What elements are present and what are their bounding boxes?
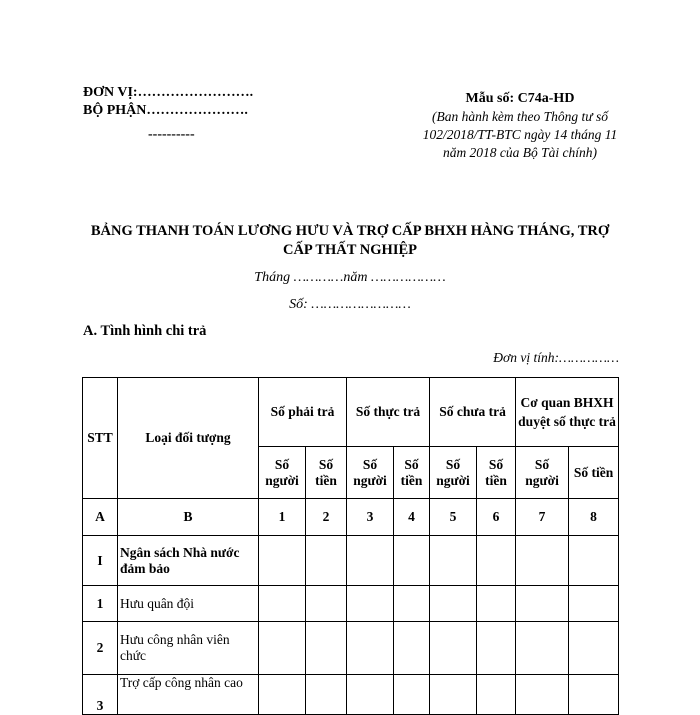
table-cell [306,586,347,622]
table-cell [259,675,306,715]
payment-table [82,377,619,715]
table-cell [569,675,619,715]
table-row [83,622,619,675]
form-code: Mẫu số: C74a-HD [465,91,575,106]
table-cell [430,622,477,675]
header-group-paid: Số thực trả [347,378,430,447]
header-group-unpaid: Số chưa trả [430,378,516,447]
code-cell: 5 [430,499,477,536]
table-row [83,586,619,622]
table-row [83,536,619,586]
month-line: Tháng …………năm ……………… [254,270,446,285]
table-cell [477,675,516,715]
row-label: Trợ cấp công nhân cao [118,675,259,715]
row-stt: I [83,536,118,586]
table-cell [477,586,516,622]
code-cell: A [83,499,118,536]
table-cell [306,622,347,675]
row-label: Hưu công nhân viên chức [118,622,259,675]
table-cell [259,586,306,622]
unit-label: ĐƠN VỊ:……………………. [83,85,254,100]
table-row [83,675,619,715]
code-cell: 7 [516,499,569,536]
code-cell: 3 [347,499,394,536]
table-cell [516,622,569,675]
code-cell: 4 [394,499,430,536]
row-stt: 1 [83,586,118,622]
row-stt: 3 [83,675,118,715]
sub-money: Số tiền [394,447,430,499]
sub-money: Số tiền [569,447,619,499]
table-header-row [83,378,619,447]
table-cell [516,675,569,715]
table-cell [477,536,516,586]
table-cell [259,622,306,675]
column-code-row [83,499,619,536]
table-cell [430,536,477,586]
sub-people: Số người [430,447,477,499]
sub-money: Số tiền [306,447,347,499]
section-heading: A. Tình hình chi trả [83,323,207,339]
table-cell [394,675,430,715]
sub-people: Số người [516,447,569,499]
form-info [422,90,618,162]
table-cell [430,586,477,622]
header-group-approved: Cơ quan BHXH duyệt số thực trả [516,378,619,447]
table-cell [394,586,430,622]
table-cell [347,675,394,715]
table-cell [394,622,430,675]
header-group-payable: Số phải trả [259,378,347,447]
table-cell [306,675,347,715]
header-type: Loại đối tượng [118,378,259,499]
document-title: BẢNG THANH TOÁN LƯƠNG HƯU VÀ TRỢ CẤP BHXH HÀNG THÁNG, TRỢ CẤP THẤT NGHIỆP [90,223,610,258]
unit-of-measure: Đơn vị tính:…………… [493,350,619,365]
table-cell [516,536,569,586]
table-cell [569,586,619,622]
table-cell [569,536,619,586]
row-stt: 2 [83,622,118,675]
code-cell: 2 [306,499,347,536]
code-cell: 6 [477,499,516,536]
form-note: (Ban hành kèm theo Thông tư số 102/2018/TT-BTC ngày 14 tháng 11 năm 2018 của Bộ Tài chính) [422,109,618,160]
code-cell: 1 [259,499,306,536]
table-cell [347,536,394,586]
sub-people: Số người [347,447,394,499]
table-cell [516,586,569,622]
code-cell: 8 [569,499,619,536]
table-cell [430,675,477,715]
table-cell [347,622,394,675]
table-cell [394,536,430,586]
row-label: Hưu quân đội [118,586,259,622]
sub-people: Số người [259,447,306,499]
header-stt: STT [83,378,118,499]
number-line: Số: …………………… [289,297,411,312]
table-cell [347,586,394,622]
row-label: Ngân sách Nhà nước đảm bảo [118,536,259,586]
header-unit-block [83,84,253,120]
code-cell: B [118,499,259,536]
header-separator: ---------- [148,127,195,142]
sub-money: Số tiền [477,447,516,499]
table-cell [569,622,619,675]
table-cell [306,536,347,586]
department-label: BỘ PHẬN…………………. [83,103,248,118]
table-cell [259,536,306,586]
table-cell [477,622,516,675]
